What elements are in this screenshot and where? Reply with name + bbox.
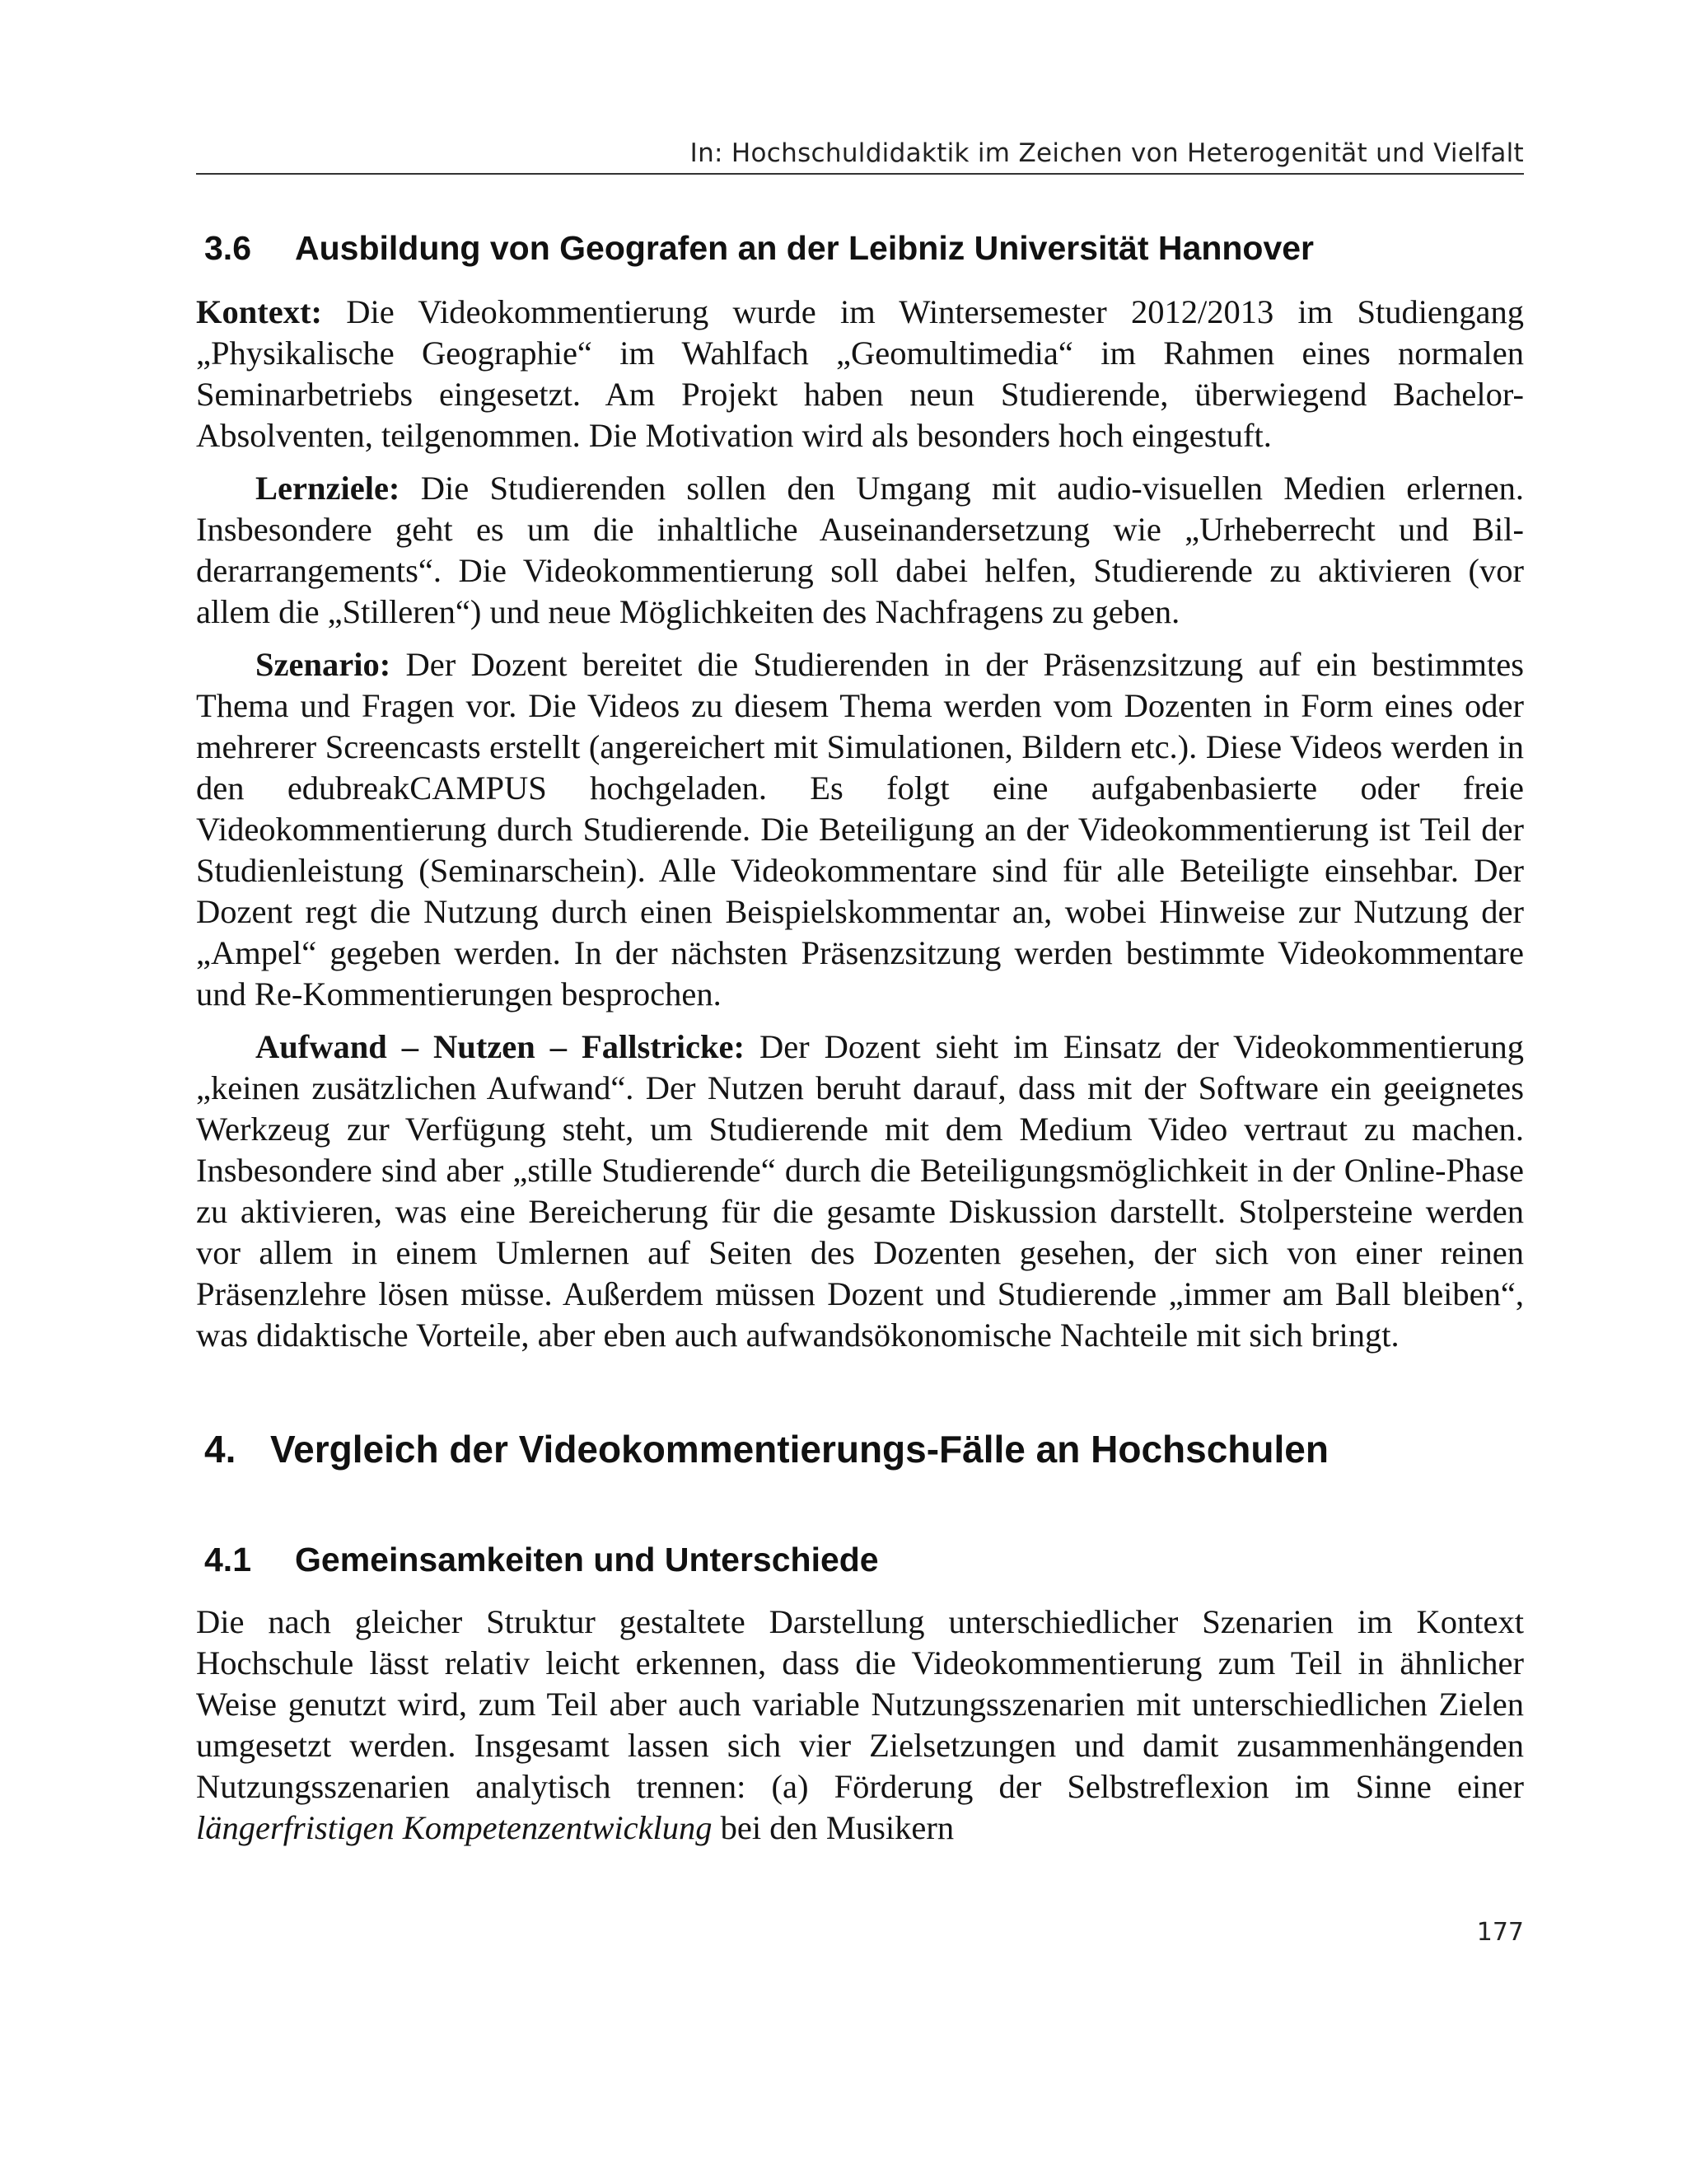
paragraph-text: Der Dozent bereitet die Studierenden in der Präsenzsitzung auf ein bestimmtes Thema und Fragen vor. Die Videos zu diesem Thema werden vom Dozenten in Form eines oder mehrerer Screencasts erstellt (angereichert mit Simulationen, Bildern etc.). Diese Videos werden in den edubreakCAMPUS hochgeladen. Es folgt eine aufgabenbasierte oder freie Videokommentierung durch Studierende. Die Beteiligung an der Videokommentierung ist Teil der Studienleistung (Seminarschein). Alle Videokommentare sind für alle Beteiligte einsehbar. Der Dozent regt die Nutzung durch einen Beispielskommentar an, wobei Hinweise zur Nutzung der „Ampel“ gegeben werden. In der nächsten Präsenzsitzung werden bestimmte Videokommentare und Re-Kommentierungen besprochen. [196, 646, 1524, 1012]
section-title: Vergleich der Videokommentierungs-Fälle an Hochschulen [270, 1428, 1329, 1471]
paragraph-intro [196, 1602, 1524, 1849]
paragraph-label: Szenario: [255, 646, 391, 683]
paragraph-lernziele [196, 468, 1524, 633]
section-4-1-body [196, 1602, 1524, 1860]
paragraph-text-continued: bei den Musikern [712, 1809, 955, 1846]
paragraph-aufwand [196, 1027, 1524, 1356]
page-number: 177 [1476, 1918, 1524, 1947]
section-number: 4. [204, 1428, 236, 1471]
paragraph-label: Kontext: [196, 293, 322, 330]
paragraph-szenario [196, 644, 1524, 1015]
section-3-6-heading [204, 229, 1314, 268]
section-number: 4.1 [204, 1541, 251, 1578]
section-4-1-heading [204, 1541, 879, 1579]
section-4-heading [204, 1427, 1329, 1471]
paragraph-text: Die nach gleicher Struktur gestaltete Darstellung unterschiedlicher Szenarien im Kontext Hochschule lässt relativ leicht erkennen, dass die Videokommentierung zum Teil in ähnlicher Weise genutzt wird, zum Teil aber auch variable Nutzungsszenarien mit unterschiedlichen Zielen umgesetzt werden. Insgesamt lassen sich vier Zielsetzungen und damit zusammenhängenden Nutzungsszenarien analytisch trennen: (a) Förderung der Selbstreflexion im Sinne einer [196, 1603, 1524, 1805]
paragraph-text: Die Studierenden sollen den Umgang mit audio-visuellen Medien erlernen. Insbesondere geht es um die inhaltliche Auseinandersetzung wie „Urheberrecht und Bilderarrangements“. Die Videokommentierung soll dabei helfen, Studierende zu aktivieren (vor allem die „Stilleren“) und neue Möglichkeiten des Nachfragens zu geben. [196, 470, 1524, 630]
section-3-6-body [196, 292, 1524, 1368]
header-rule [196, 173, 1524, 175]
paragraph-text: Die Videokommentierung wurde im Wintersemester 2012/2013 im Studiengang „Physikalische Geographie“ im Wahlfach „Geomultimedia“ im Rahmen eines normalen Seminarbetriebs eingesetzt. Am Projekt haben neun Studierende, überwiegend Bachelor-Absolventen, teilgenommen. Die Motivation wird als besonders hoch eingestuft. [196, 293, 1524, 454]
paragraph-label: Lernziele: [255, 470, 400, 507]
section-title: Ausbildung von Geografen an der Leibniz Universität Hannover [295, 229, 1315, 267]
paragraph-kontext [196, 292, 1524, 456]
paragraph-text: Der Dozent sieht im Einsatz der Videokommentierung „keinen zusätzlichen Aufwand“. Der Nutzen beruht darauf, dass mit der Software ein geeignetes Werkzeug zur Verfügung steht, um Studierende mit dem Medium Video vertraut zu machen. Insbesondere sind aber „stille Studierende“ durch die Beteiligungsmöglichkeit in der Online-Phase zu aktivieren, was eine Bereicherung für die gesamte Diskussion darstellt. Stolpersteine werden vor allem in einem Umlernen auf Seiten des Dozenten gesehen, der sich von einer reinen Präsenzlehre lösen müsse. Außerdem müssen Dozent und Studierende „immer am Ball bleiben“, was didaktische Vorteile, aber eben auch aufwandsökonomische Nachteile mit sich bringt. [196, 1028, 1524, 1354]
paragraph-label: Aufwand – Nutzen – Fallstricke: [255, 1028, 745, 1065]
emphasis: längerfristigen Kompetenzentwicklung [196, 1809, 713, 1846]
section-number: 3.6 [204, 229, 251, 267]
section-title: Gemeinsamkeiten und Unterschiede [295, 1541, 879, 1578]
running-header: In: Hochschuldidaktik im Zeichen von Heterogenität und Vielfalt [689, 138, 1524, 168]
